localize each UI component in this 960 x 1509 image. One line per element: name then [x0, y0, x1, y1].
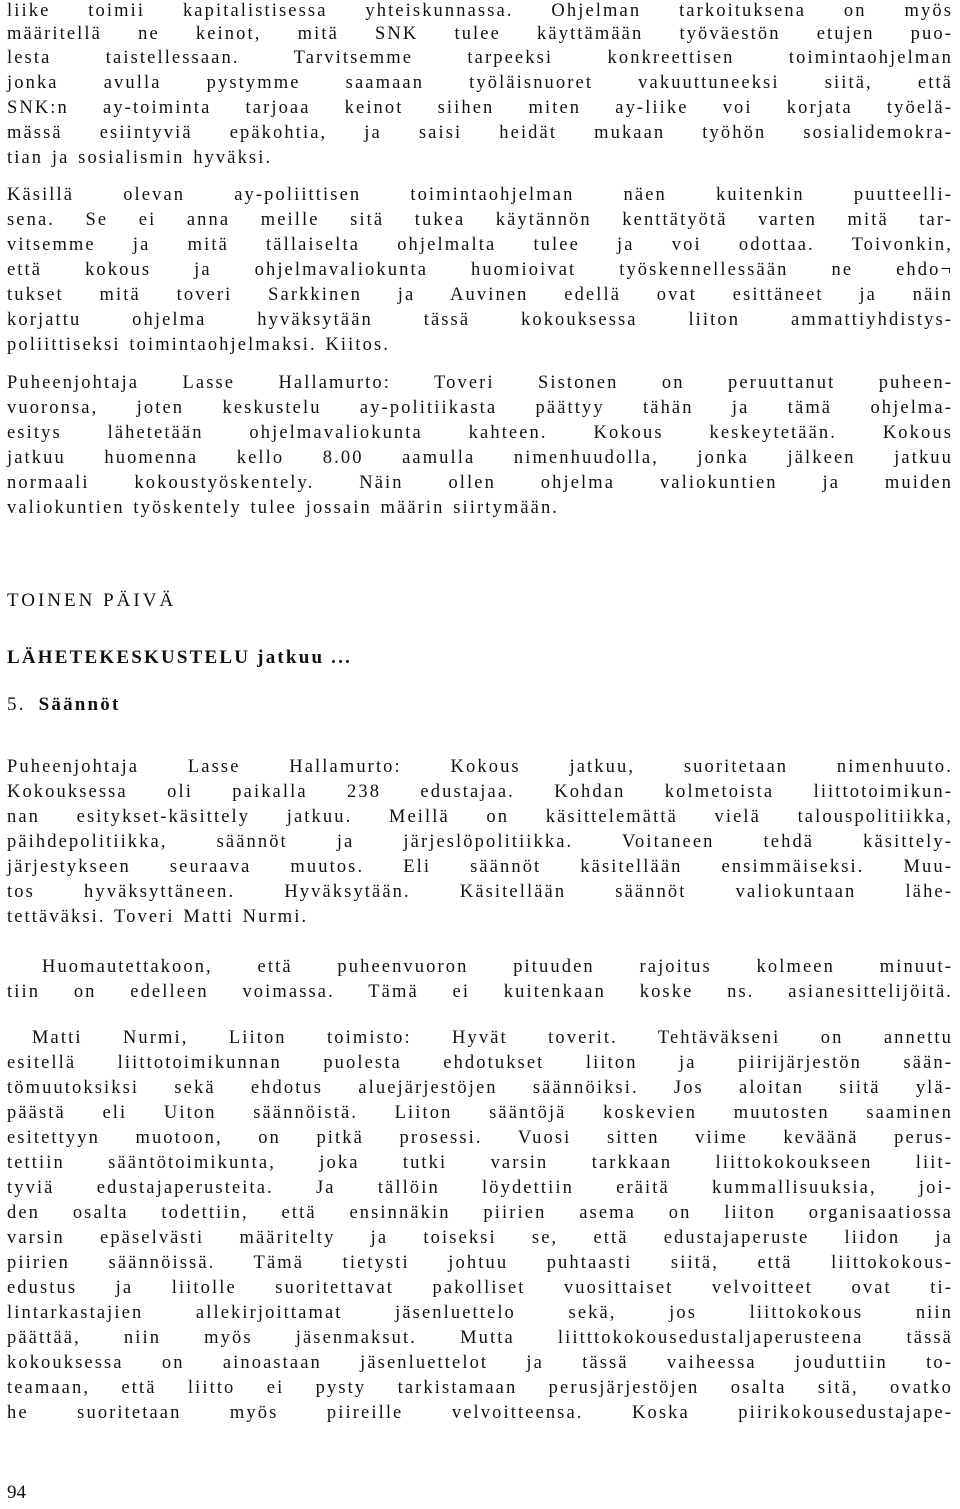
- text-line: varsin epäselvästi määritelty ja toiseksi se, että edustajaperuste liidon ja: [7, 1228, 953, 1248]
- text-line: Matti Nurmi, Liiton toimisto: Hyvät toverit. Tehtäväkseni on annettu: [32, 1028, 953, 1048]
- text-line: tettäväksi. Toveri Matti Nurmi.: [7, 907, 309, 927]
- text-line: tos hyväksyttäneen. Hyväksytään. Käsitellään säännöt valiokuntaan lähe-: [7, 882, 953, 902]
- text-line: poliittiseksi toimintaohjelmaksi. Kiitos.: [7, 335, 391, 355]
- text-line: jatkuu huomenna kello 8.00 aamulla nimenhuudolla, jonka jälkeen jatkuu: [7, 448, 953, 468]
- text-line: korjattu ohjelma hyväksytään tässä kokouksessa liiton ammattiyhdistys-: [7, 310, 953, 330]
- text-line: tyviä edustajaperusteita. Ja tällöin löydettiin eräitä kummallisuuksia, joi-: [7, 1178, 953, 1198]
- text-line: Huomautettakoon, että puheenvuoron pituuden rajoitus kolmeen minuut-: [42, 957, 953, 977]
- text-line: liike toimii kapitalistisessa yhteiskunnassa. Ohjelman tarkoituksena on myös: [7, 1, 953, 21]
- page-number: 94: [7, 1482, 26, 1503]
- text-line: vitsemme ja mitä tällaiselta ohjelmalta tulee ja voi odottaa. Toivonkin,: [7, 235, 953, 255]
- text-line: esitys lähetetään ohjelmavaliokunta kahteen. Kokous keskeytetään. Kokous: [7, 423, 953, 443]
- text-line: den osalta todettiin, että ensinnäkin piirien asema on liiton organisaatiossa: [7, 1203, 953, 1223]
- text-line: vuoronsa, joten keskustelu ay-politiikasta päättyy tähän ja tämä ohjelma-: [7, 398, 953, 418]
- text-line: tettiin sääntötoimikunta, joka tutki varsin tarkkaan liittokokoukseen liit-: [7, 1153, 953, 1173]
- text-line: he suoritetaan myös piireille velvoitteensa. Koska piirikokousedustajape-: [7, 1403, 953, 1423]
- text-line: tian ja sosialismin hyväksi.: [7, 148, 273, 168]
- text-line: lintarkastajien allekirjoittamat jäsenluettelo sekä, jos liittokokous niin: [7, 1303, 953, 1323]
- text-line: sena. Se ei anna meille sitä tukea käytännön kenttätyötä varten mitä tar-: [7, 210, 953, 230]
- text-line: valiokuntien työskentely tulee jossain määrin siirtymään.: [7, 498, 560, 518]
- text-line: esitettyyn muotoon, on pitkä prosessi. Vuosi sitten viime keväänä perus-: [7, 1128, 953, 1148]
- text-line: kokouksessa on ainoastaan jäsenluettelot ja tässä vaiheessa jouduttiin to-: [7, 1353, 953, 1373]
- text-line: piirien säännöissä. Tämä tietysti johtuu puhtaasti siitä, että liittokokous-: [7, 1253, 953, 1273]
- text-line: Puheenjohtaja Lasse Hallamurto: Kokous jatkuu, suoritetaan nimenhuuto.: [7, 757, 953, 777]
- item-heading: [7, 694, 121, 716]
- text-line: jonka avulla pystymme saamaan työläisnuoret vakuuttuneeksi siitä, että: [7, 73, 953, 93]
- item-title: Säännöt: [38, 694, 121, 715]
- item-number: 5.: [7, 694, 26, 715]
- text-line: lesta taistellessaan. Tarvitsemme tarpeeksi konkreettisen toimintaohjelman: [7, 48, 953, 68]
- text-line: että kokous ja ohjelmavaliokunta huomioivat työskennellessään ne ehdo¬: [7, 260, 953, 280]
- text-line: mässä esiintyviä epäkohtia, ja saisi heidät mukaan työhön sosialidemokra-: [7, 123, 953, 143]
- text-line: SNK:n ay-toiminta tarjoaa keinot siihen miten ay-liike voi korjata työelä-: [7, 98, 953, 118]
- text-line: Puheenjohtaja Lasse Hallamurto: Toveri Sistonen on peruuttanut puheen-: [7, 373, 953, 393]
- text-line: tömuutoksiksi sekä ehdotus aluejärjestöjen säännöiksi. Jos aloitan siitä ylä-: [7, 1078, 953, 1098]
- text-line: esitellä liittotoimikunnan puolesta ehdotukset liiton ja piirijärjestön sään-: [7, 1053, 953, 1073]
- text-line: päättää, niin myös jäsenmaksut. Mutta liitttokokousedustaljaperusteena tässä: [7, 1328, 953, 1348]
- text-line: järjestykseen seuraava muutos. Eli säännöt käsitellään ensimmäiseksi. Muu-: [7, 857, 953, 877]
- text-line: määritellä ne keinot, mitä SNK tulee käyttämään työväestön etujen puo-: [7, 24, 953, 44]
- section-heading: LÄHETEKESKUSTELU jatkuu ...: [7, 647, 353, 668]
- text-line: Kokouksessa oli paikalla 238 edustajaa. Kohdan kolmetoista liittotoimikun-: [7, 782, 953, 802]
- day-heading: TOINEN PÄIVÄ: [7, 590, 177, 611]
- text-line: tiin on edelleen voimassa. Tämä ei kuitenkaan koske ns. asianesittelijöitä.: [7, 982, 953, 1002]
- text-line: edustus ja liitolle suoritettavat pakolliset vuosittaiset velvoitteet ovat ti-: [7, 1278, 953, 1298]
- text-line: nan esitykset-käsittely jatkuu. Meillä on käsittelemättä vielä talouspolitiikka,: [7, 807, 953, 827]
- text-line: teamaan, että liitto ei pysty tarkistamaan perusjärjestöjen osalta sitä, ovatko: [7, 1378, 953, 1398]
- text-line: normaali kokoustyöskentely. Näin ollen ohjelma valiokuntien ja muiden: [7, 473, 953, 493]
- text-line: päästä eli Uiton säännöistä. Liiton sääntöjä koskevien muutosten saaminen: [7, 1103, 953, 1123]
- text-line: Käsillä olevan ay-poliittisen toimintaohjelman näen kuitenkin puutteelli-: [7, 185, 953, 205]
- text-line: tukset mitä toveri Sarkkinen ja Auvinen edellä ovat esittäneet ja näin: [7, 285, 953, 305]
- text-line: päihdepolitiikka, säännöt ja järjeslöpolitiikka. Voitaneen tehdä käsittely-: [7, 832, 953, 852]
